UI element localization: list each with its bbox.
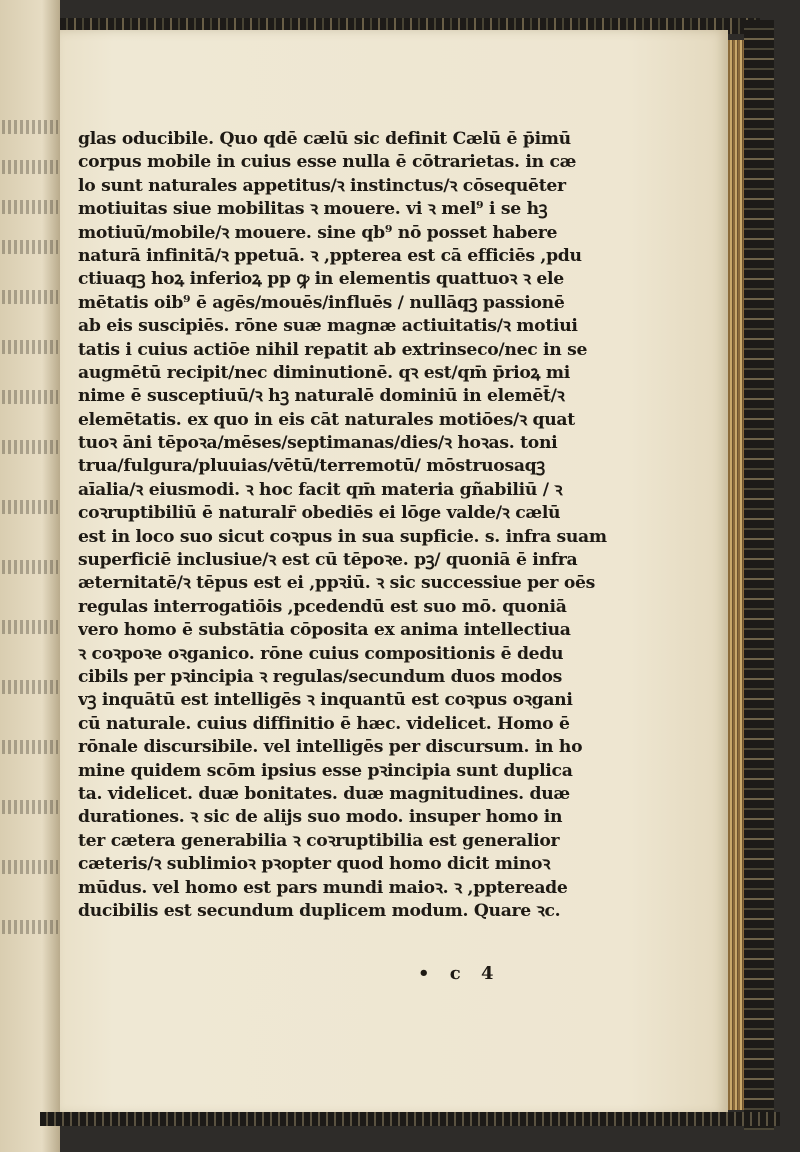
facing-page-text [2,200,58,214]
text-line: aīalia/ꝛ eiusmodi. ꝛ hoc facit qm̄ materia gñabiliū / ꝛ [78,479,563,500]
facing-page-text [2,440,58,454]
facing-page-text [2,390,58,404]
text-line: tatis i cuius actiōe nihil repatit ab extrinseco/nec in se [78,339,588,360]
text-line: nime ē susceptiuū/ꝛ hꝫ naturalē dominiū in elemēt̄/ꝛ [78,386,565,407]
text-line: cibils per pꝛincipia ꝛ regulas/secundum duos modos [78,666,563,687]
page-edges [728,40,744,1110]
facing-page-text [2,800,58,814]
facing-page-text [2,860,58,874]
text-line: cæteris/ꝛ sublimioꝛ pꝛopter quod homo dicit minoꝛ [78,854,551,875]
text-line: durationes. ꝛ sic de alijs suo modo. insuper homo in [78,807,563,828]
facing-page-edge [0,0,60,1152]
text-line: superficiē inclusiue/ꝛ est cū tēpoꝛe. pꝫ/ quoniā ē infra [78,550,578,571]
text-line: elemētatis. ex quo in eis cāt naturales motiōes/ꝛ quat [78,409,575,430]
text-line: rōnale discursibile. vel intelligēs per discursum. in ho [78,737,583,758]
text-line: glas oducibile. Quo qdē cælū sic definit Cælū ē p̄imū [78,129,571,149]
text-line: ctiuaqꝫ hoꝝ inferioꝝ pp ꝙ in elementis quattuoꝛ ꝛ ele [78,269,564,290]
facing-page-text [2,120,58,134]
facing-page-text [2,680,58,694]
text-line: mūdus. vel homo est pars mundi maioꝛ. ꝛ ,pptereade [78,877,568,898]
facing-page-text [2,620,58,634]
text-line: coꝛruptibiliū ē naturalr̄ obediēs ei lōge valde/ꝛ cælū [78,503,561,524]
text-line: motiuitas siue mobilitas ꝛ mouere. vi ꝛ mel⁹ i se hꝫ [78,199,548,220]
signature-mark: • c 4 [418,963,494,984]
text-line: mine quidem scōm ipsius esse pꝛincipia sunt duplica [78,760,573,781]
text-line: vero homo ē substātia cōposita ex anima intellectiua [78,620,571,641]
facing-page-text [2,920,58,934]
text-line: ta. videlicet. duæ bonitates. duæ magnitudines. duæ [78,783,570,804]
text-line: naturā infinitā/ꝛ ppetuā. ꝛ ,ppterea est cā efficiēs ,pdu [78,245,582,266]
facing-page-text [2,500,58,514]
ornamental-border-right [744,20,774,1130]
facing-page-text [2,240,58,254]
text-line: ducibilis est secundum duplicem modum. Quare ꝛc. [78,900,561,921]
text-line: cū naturale. cuius diffinitio ē hæc. videlicet. Homo ē [78,713,570,734]
text-line: mētatis oib⁹ ē agēs/mouēs/influēs / nullāqꝫ passionē [78,292,565,313]
facing-page-text [2,560,58,574]
text-line: vꝫ inquātū est intelligēs ꝛ inquantū est coꝛpus oꝛgani [78,690,573,711]
text-line: est in loco suo sicut coꝛpus in sua supficie. s. infra suam [78,526,607,547]
text-line: ꝛ coꝛpoꝛe oꝛganico. rōne cuius compositionis ē dedu [78,643,564,664]
text-line: tuoꝛ āni tēpoꝛa/mēses/septimanas/dies/ꝛ hoꝛas. toni [78,433,558,454]
text-line: regulas interrogatiōis ,pcedendū est suo mō. quoniā [78,596,567,617]
text-line: lo sunt naturales appetitus/ꝛ instinctus/ꝛ cōsequēter [78,175,566,196]
facing-page-text [2,290,58,304]
facing-page-text [2,340,58,354]
facing-page-text [2,160,58,174]
body-text [78,128,694,923]
ornamental-border-bottom [40,1112,780,1126]
facing-page-text [2,740,58,754]
text-line: æternitatē/ꝛ tēpus est ei ,ppꝛiū. ꝛ sic successiue per oēs [78,573,596,594]
text-line: augmētū recipit/nec diminutionē. qꝛ est/qm̄ p̄rioꝝ mi [78,362,570,383]
text-line: ab eis suscipiēs. rōne suæ magnæ actiuitatis/ꝛ motiui [78,316,578,337]
text-line: motiuū/mobile/ꝛ mouere. sine qb⁹ nō posset habere [78,222,558,243]
text-line: trua/fulgura/pluuias/vētū/terremotū/ mōstruosaqꝫ [78,456,545,477]
text-line: ter cætera generabilia ꝛ coꝛruptibilia est generalior [78,830,560,851]
text-line: corpus mobile in cuius esse nulla ē cōtrarietas. in cæ [78,152,577,173]
